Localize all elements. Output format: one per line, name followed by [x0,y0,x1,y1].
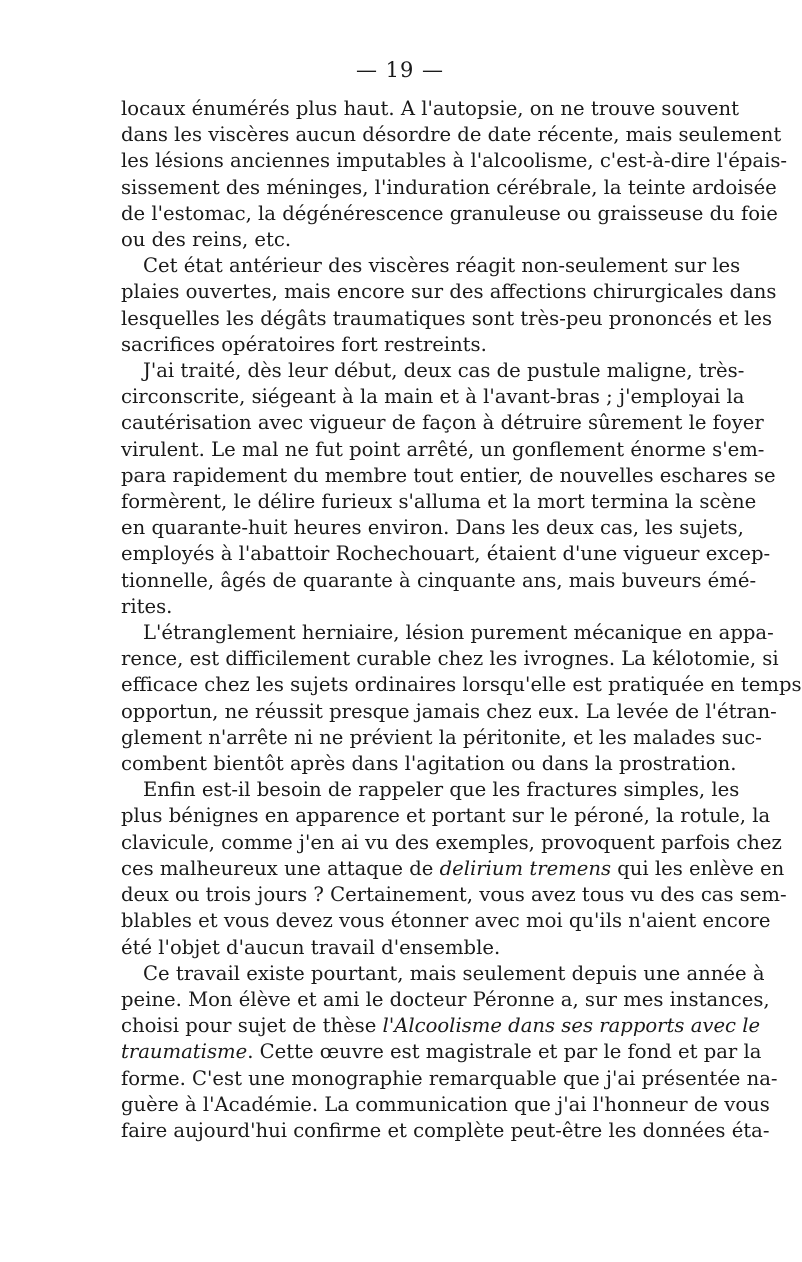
text-line: forme. C'est une monographie remarquable que j'ai présentée na- [121,1066,778,1090]
text-line: Ce travail existe pourtant, mais seulement depuis une année à [143,961,765,985]
text-segment: ces malheureux une attaque de [121,856,440,880]
text-line: rites. [121,594,173,618]
text-line: circonscrite, siégeant à la main et à l'avant-bras ; j'employai la [121,385,745,409]
text-line [121,1013,761,1039]
text-line: locaux énumérés plus haut. A l'autopsie, on ne trouve souvent [121,97,740,120]
text-line: employés à l'abattoir Rochechouart, étaient d'une vigueur excep- [121,542,771,566]
text-line: Enfin est-il besoin de rappeler que les fractures simples, les [143,778,740,802]
text-line: cautérisation avec vigueur de façon à détruire sûrement le foyer [121,411,764,435]
text-line: combent bientôt après dans l'agitation ou dans la prostration. [121,752,737,776]
text-line: blables et vous devez vous étonner avec moi qu'ils n'aient encore [121,909,771,933]
text-segment: qui les enlève en [611,856,785,880]
text-line: para rapidement du membre tout entier, de nouvelles eschares se [121,463,776,487]
text-line: en quarante-huit heures environ. Dans les deux cas, les sujets, [121,516,744,540]
text-line: sacrifices opératoires fort restreints. [121,332,487,356]
text-line [121,1039,762,1065]
text-segment: choisi pour sujet de thèse [121,1014,383,1038]
text-line: de l'estomac, la dégénérescence granuleuse ou graisseuse du foie [121,201,778,225]
text-line: dans les viscères aucun désordre de date récente, mais seulement [121,123,782,147]
paragraph [121,777,787,960]
text-line: peine. Mon élève et ami le docteur Péronne a, sur mes instances, [121,987,770,1011]
italic-title: l'Alcoolisme dans ses rapports avec le [382,1014,761,1038]
text-line: faire aujourd'hui confirme et complète peut-être les données éta- [121,1118,770,1142]
text-line: tionnelle, âgés de quarante à cinquante ans, mais buveurs émé- [121,568,757,592]
text-line: les lésions anciennes imputables à l'alcoolisme, c'est-à-dire l'épais- [121,149,788,173]
text-line: été l'objet d'aucun travail d'ensemble. [121,935,501,959]
text-line: formèrent, le délire furieux s'alluma et la mort termina la scène [121,490,757,514]
text-line: lesquelles les dégâts traumatiques sont très-peu prononcés et les [121,306,773,330]
text-line: glement n'arrête ni ne prévient la péritonite, et les malades suc- [121,725,762,749]
text-line: deux ou trois jours ? Certainement, vous avez tous vu des cas sem- [121,883,787,907]
text-line: Cet état antérieur des viscères réagit non-seulement sur les [143,254,741,278]
text-line [121,856,785,882]
text-line: plus bénignes en apparence et portant sur le péroné, la rotule, la [121,804,771,828]
italic-title: traumatisme [121,1040,248,1064]
paragraph [121,961,778,1144]
text-line: L'étranglement herniaire, lésion purement mécanique en appa- [143,621,774,645]
paragraph [121,253,777,358]
text-line: clavicule, comme j'en ai vu des exemples, provoquent parfois chez [121,830,782,854]
paragraph [121,96,788,253]
text-line: ou des reins, etc. [121,228,292,252]
text-line: rence, est difficilement curable chez les ivrognes. La kélotomie, si [121,647,779,671]
text-line: efficace chez les sujets ordinaires lorsqu'elle est pratiquée en temps [121,673,802,697]
text-line: opportun, ne réussit presque jamais chez eux. La levée de l'étran- [121,699,777,723]
text-line: virulent. Le mal ne fut point arrêté, un gonflement énorme s'em- [121,437,765,461]
text-line: plaies ouvertes, mais encore sur des affections chirurgicales dans [121,280,777,304]
text-line: J'ai traité, dès leur début, deux cas de pustule maligne, très- [143,359,745,383]
text-line: sissement des méninges, l'induration cérébrale, la teinte ardoisée [121,175,777,199]
body-text [121,96,802,1144]
page-number: — 19 — [355,58,445,82]
italic-term: delirium tremens [439,856,612,880]
paragraph [121,358,776,620]
text-line: guère à l'Académie. La communication que j'ai l'honneur de vous [121,1092,770,1116]
text-segment: . Cette œuvre est magistrale et par le fond et par la [247,1040,762,1064]
paragraph [121,620,802,777]
